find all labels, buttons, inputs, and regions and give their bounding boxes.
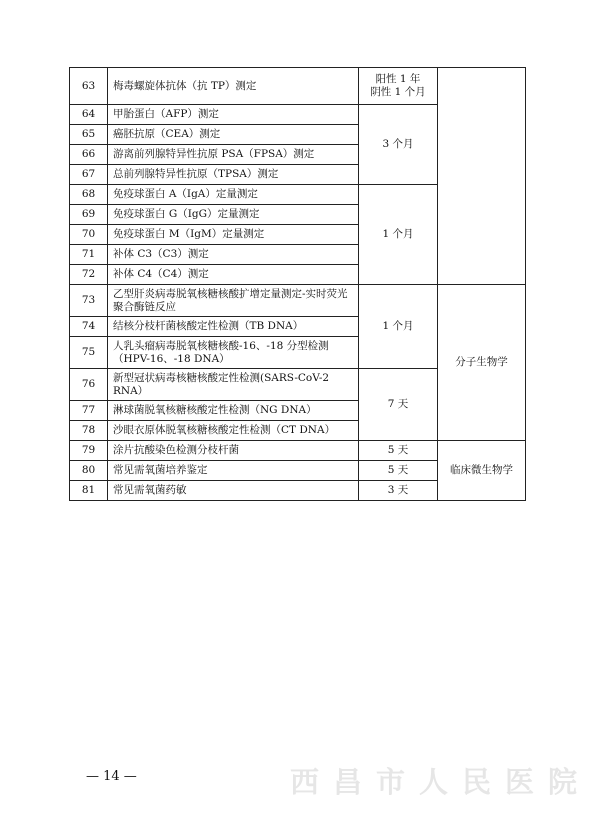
validity-period: 1 个月 bbox=[359, 285, 438, 369]
table-row bbox=[70, 441, 526, 461]
period-line: 阳性 1 年 bbox=[375, 73, 421, 85]
row-number: 75 bbox=[70, 337, 108, 369]
validity-period bbox=[359, 68, 438, 105]
hospital-watermark: 西昌市人民医院 bbox=[290, 765, 591, 799]
row-number: 63 bbox=[70, 68, 108, 105]
test-items-table bbox=[69, 67, 526, 501]
row-number: 77 bbox=[70, 401, 108, 421]
category-clinical-microbiology: 临床微生物学 bbox=[438, 441, 526, 501]
test-name: 甲胎蛋白（AFP）测定 bbox=[108, 105, 359, 125]
test-name: 淋球菌脱氧核糖核酸定性检测（NG DNA） bbox=[108, 401, 359, 421]
test-name: 人乳头瘤病毒脱氧核糖核酸-16、-18 分型检测（HPV-16、-18 DNA） bbox=[108, 337, 359, 369]
category-molecular-biology: 分子生物学 bbox=[438, 285, 526, 441]
category-cell-empty bbox=[438, 68, 526, 285]
test-name: 游离前列腺特异性抗原 PSA（FPSA）测定 bbox=[108, 145, 359, 165]
test-name: 涂片抗酸染色检测分枝杆菌 bbox=[108, 441, 359, 461]
period-line: 阴性 1 个月 bbox=[370, 86, 426, 98]
test-name: 癌胚抗原（CEA）测定 bbox=[108, 125, 359, 145]
test-name: 免疫球蛋白 A（IgA）定量测定 bbox=[108, 185, 359, 205]
test-name: 总前列腺特异性抗原（TPSA）测定 bbox=[108, 165, 359, 185]
row-number: 64 bbox=[70, 105, 108, 125]
validity-period: 7 天 bbox=[359, 369, 438, 441]
test-name: 梅毒螺旋体抗体（抗 TP）测定 bbox=[108, 68, 359, 105]
row-number: 80 bbox=[70, 461, 108, 481]
validity-period: 3 天 bbox=[359, 481, 438, 501]
row-number: 70 bbox=[70, 225, 108, 245]
test-name: 免疫球蛋白 M（IgM）定量测定 bbox=[108, 225, 359, 245]
row-number: 66 bbox=[70, 145, 108, 165]
row-number: 71 bbox=[70, 245, 108, 265]
test-name: 沙眼衣原体脱氧核糖核酸定性检测（CT DNA） bbox=[108, 421, 359, 441]
row-number: 72 bbox=[70, 265, 108, 285]
row-number: 78 bbox=[70, 421, 108, 441]
row-number: 73 bbox=[70, 285, 108, 317]
validity-period: 5 天 bbox=[359, 441, 438, 461]
test-name: 乙型肝炎病毒脱氧核糖核酸扩增定量测定-实时荧光聚合酶链反应 bbox=[108, 285, 359, 317]
test-name: 常见需氧菌药敏 bbox=[108, 481, 359, 501]
row-number: 67 bbox=[70, 165, 108, 185]
row-number: 65 bbox=[70, 125, 108, 145]
row-number: 74 bbox=[70, 317, 108, 337]
row-number: 76 bbox=[70, 369, 108, 401]
test-name: 结核分枝杆菌核酸定性检测（TB DNA） bbox=[108, 317, 359, 337]
row-number: 69 bbox=[70, 205, 108, 225]
table-row bbox=[70, 68, 526, 105]
page-number: — 14 — bbox=[86, 769, 137, 784]
validity-period: 1 个月 bbox=[359, 185, 438, 285]
test-name: 补体 C3（C3）测定 bbox=[108, 245, 359, 265]
test-name: 新型冠状病毒核糖核酸定性检测(SARS-CoV-2 RNA） bbox=[108, 369, 359, 401]
test-name: 常见需氧菌培养鉴定 bbox=[108, 461, 359, 481]
row-number: 79 bbox=[70, 441, 108, 461]
validity-period: 5 天 bbox=[359, 461, 438, 481]
table-row bbox=[70, 285, 526, 317]
test-name: 补体 C4（C4）测定 bbox=[108, 265, 359, 285]
row-number: 68 bbox=[70, 185, 108, 205]
test-name: 免疫球蛋白 G（IgG）定量测定 bbox=[108, 205, 359, 225]
row-number: 81 bbox=[70, 481, 108, 501]
validity-period: 3 个月 bbox=[359, 105, 438, 185]
